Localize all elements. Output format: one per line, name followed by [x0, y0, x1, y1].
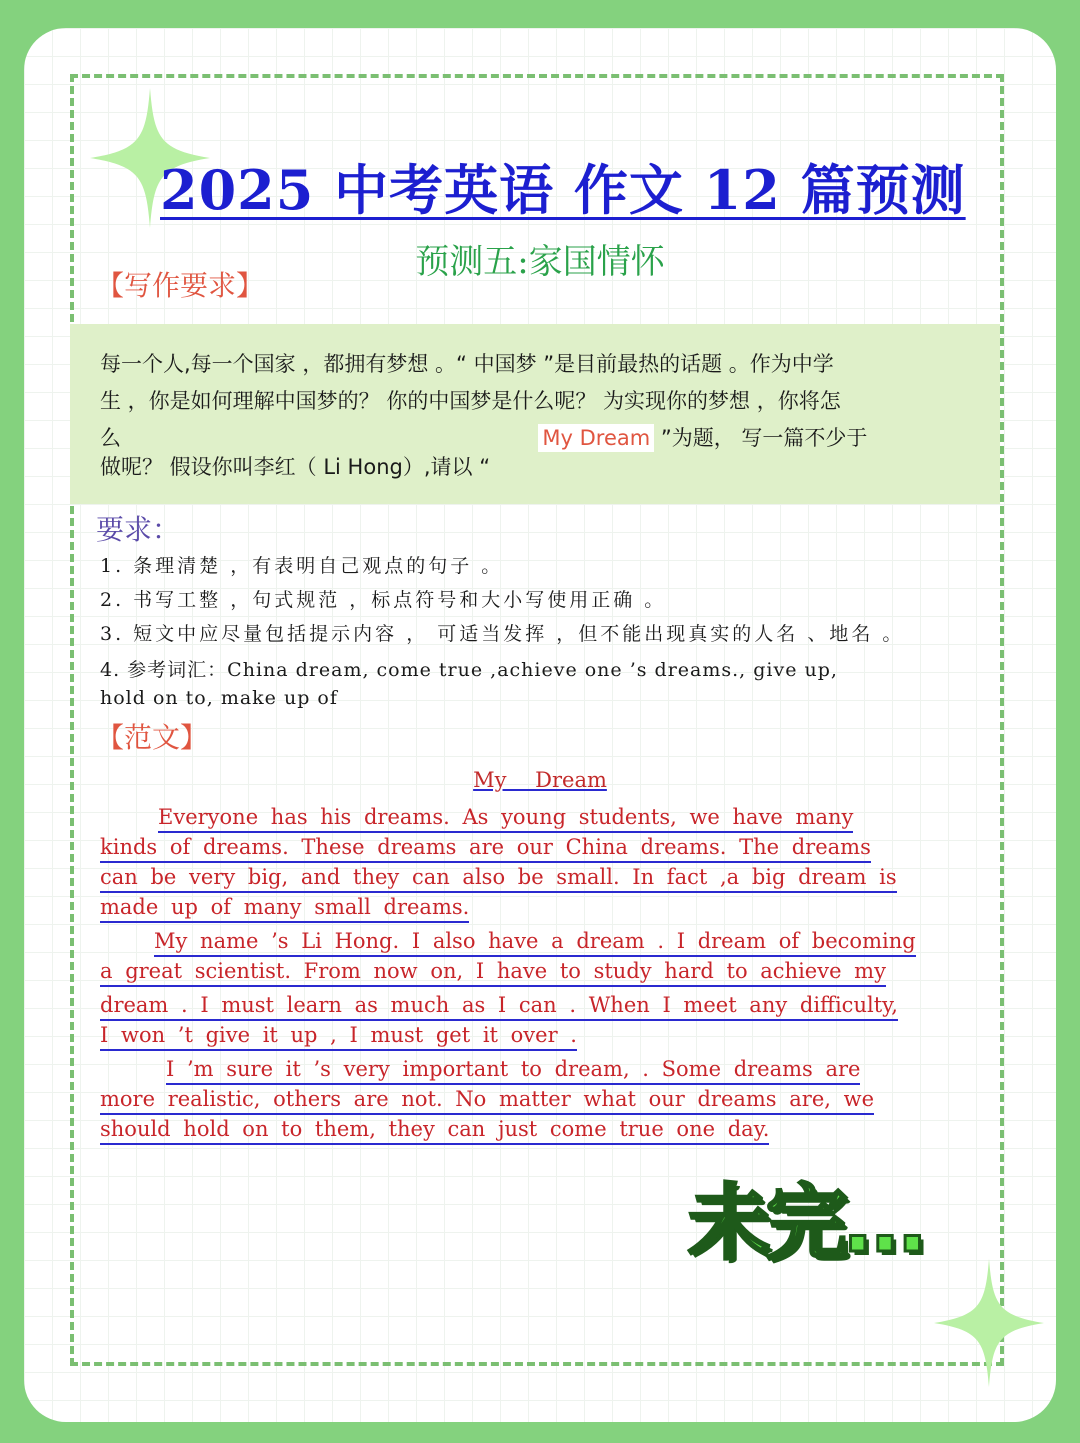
prompt-line: 每一个人,每一个国家 ，都拥有梦想 。“ 中国梦 ”是目前最热的话题 。作为中学: [100, 352, 834, 376]
requirements-heading: 要求：: [96, 513, 181, 546]
essay-line: kinds of dreams. These dreams are our China dreams. The dreams: [100, 834, 871, 863]
essay-line: I won ’t give it up , I must get it over .: [100, 1022, 577, 1051]
essay-line: dream . I must learn as much as I can . When I meet any difficulty,: [100, 992, 898, 1021]
essay-line: My name ’s Li Hong. I also have a dream . I dream of becoming: [154, 928, 916, 957]
essay-title: My Dream: [473, 768, 607, 792]
prompt-fragment: 么: [100, 426, 121, 450]
requirement-item: 1. 条理清楚 ，有表明自己观点的句子 。: [100, 555, 504, 577]
requirement-item: 2. 书写工整 ，句式规范 ，标点符号和大小写使用正确 。: [100, 589, 667, 611]
requirement-item: 3. 短文中应尽量包括提示内容 ， 可适当发挥 ，但不能出现真实的人名 、地名 。: [100, 623, 905, 645]
essay-line: made up of many small dreams.: [100, 894, 469, 923]
sparkle-icon: [934, 1258, 1044, 1388]
writing-prompt-box: [70, 324, 1000, 504]
essay-line: should hold on to them, they can just come true one day.: [100, 1116, 769, 1145]
essay-line: Everyone has his dreams. As young students, we have many: [158, 804, 853, 833]
highlight-my-dream: My Dream: [538, 424, 654, 452]
writing-requirement-heading: 【写作要求】: [96, 269, 265, 302]
prompt-fragment: ”为题， 写一篇不少于: [660, 426, 868, 450]
prompt-line: 做呢？ 假设你叫李红（ Li Hong）,请以 “: [100, 455, 491, 479]
prompt-line: 生 ，你是如何理解中国梦的？ 你的中国梦是什么呢？ 为实现你的梦想 ，你将怎: [100, 389, 841, 413]
page-card: [24, 28, 1056, 1422]
page-subtitle: 预测五:家国情怀: [415, 242, 665, 282]
unfinished-label: 未完…: [688, 1176, 923, 1271]
page-title: 2025 中考英语 作文 12 篇预测: [160, 158, 966, 222]
essay-line: a great scientist. From now on, I have to study hard to achieve my: [100, 958, 886, 987]
essay-line: more realistic, others are not. No matter what our dreams are, we: [100, 1086, 874, 1115]
essay-line: I ’m sure it ’s very important to dream, . Some dreams are: [166, 1056, 860, 1085]
essay-line: can be very big, and they can also be small. In fact ,a big dream is: [100, 864, 897, 893]
requirement-item: hold on to, make up of: [100, 687, 338, 709]
sample-heading: 【范文】: [96, 721, 209, 754]
requirement-item: 4. 参考词汇：China dream, come true ,achieve one ’s dreams., give up,: [100, 659, 838, 681]
